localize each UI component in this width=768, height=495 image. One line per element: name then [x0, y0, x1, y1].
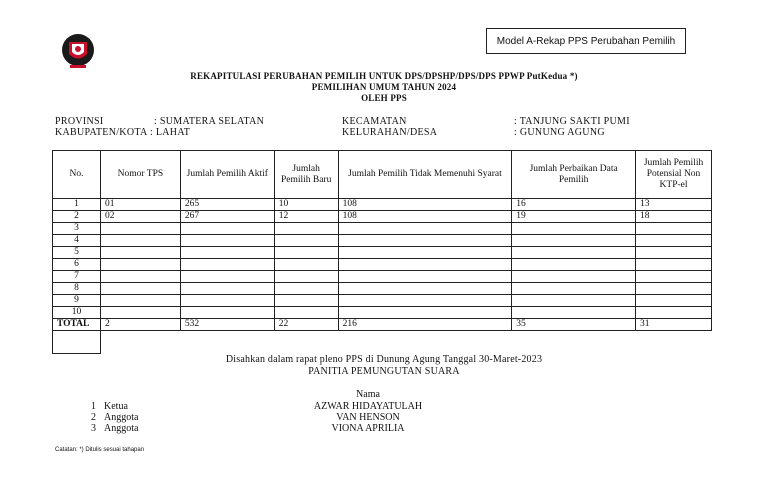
header-potensial-non-ktp: Jumlah Pemilih Potensial Non KTP-el	[636, 151, 712, 199]
cell-no: 8	[53, 283, 101, 295]
cell-tms	[338, 259, 512, 271]
ratification-text: Disahkan dalam rapat pleno PPS di Dunung Agung Tanggal 30-Maret-2023	[225, 354, 543, 365]
cell-perbaikan	[512, 247, 636, 259]
cell-perbaikan	[512, 283, 636, 295]
total-non-ktp: 31	[636, 319, 712, 331]
table-row	[53, 223, 712, 235]
provinsi-value: : SUMATERA SELATAN	[154, 116, 265, 127]
cell-tps	[100, 235, 180, 247]
total-aktif: 532	[180, 319, 274, 331]
cell-aktif	[180, 295, 274, 307]
cell-aktif: 265	[180, 199, 274, 211]
table-row	[53, 307, 712, 319]
total-tps: 2	[100, 319, 180, 331]
kabupaten-value: : LAHAT	[150, 127, 191, 138]
model-label: Model A-Rekap PPS Perubahan Pemilih	[496, 35, 676, 47]
kecamatan-value: : TANJUNG SAKTI PUMI	[514, 116, 630, 127]
cell-tms	[338, 247, 512, 259]
header-pemilih-baru: Jumlah Pemilih Baru	[274, 151, 338, 199]
cell-no: 9	[53, 295, 101, 307]
cell-baru	[274, 235, 338, 247]
cell-tps	[100, 307, 180, 319]
cell-aktif: 267	[180, 211, 274, 223]
header-tidak-memenuhi-syarat: Jumlah Pemilih Tidak Memenuhi Syarat	[338, 151, 512, 199]
kabupaten-label: KABUPATEN/KOTA	[55, 127, 148, 138]
cell-no: 10	[53, 307, 101, 319]
kpu-logo	[60, 32, 96, 72]
cell-non-ktp	[636, 271, 712, 283]
cell-tps	[100, 271, 180, 283]
signatory-number: 1	[91, 401, 96, 412]
total-label: TOTAL	[53, 319, 101, 331]
cell-tms	[338, 307, 512, 319]
signatory-role: Anggota	[104, 423, 139, 434]
table-row	[53, 199, 712, 211]
cell-tps: 01	[100, 199, 180, 211]
kelurahan-label: KELURAHAN/DESA	[342, 127, 438, 138]
cell-no: 3	[53, 223, 101, 235]
header-nomor-tps: Nomor TPS	[100, 151, 180, 199]
signatory-name: VAN HENSON	[336, 412, 400, 423]
table-row	[53, 235, 712, 247]
cell-perbaikan: 16	[512, 199, 636, 211]
cell-tps	[100, 223, 180, 235]
cell-baru: 12	[274, 211, 338, 223]
doc-title-line2: PEMILIHAN UMUM TAHUN 2024	[311, 82, 457, 92]
cell-non-ktp	[636, 295, 712, 307]
table-row	[53, 283, 712, 295]
cell-baru: 10	[274, 199, 338, 211]
cell-non-ktp	[636, 247, 712, 259]
table-header-row	[53, 151, 712, 199]
names-header: Nama	[356, 389, 380, 400]
cell-aktif	[180, 235, 274, 247]
cell-no: 4	[53, 235, 101, 247]
cell-tps	[100, 259, 180, 271]
doc-title-line1: REKAPITULASI PERUBAHAN PEMILIH UNTUK DPS/DPSHP/DPS/DPS PPWP PutKedua *)	[190, 71, 578, 81]
kelurahan-value: : GUNUNG AGUNG	[514, 127, 605, 138]
header-no: No.	[53, 151, 101, 199]
cell-baru	[274, 223, 338, 235]
signatory-name: VIONA APRILIA	[331, 423, 405, 434]
cell-tms: 108	[338, 199, 512, 211]
table-total-row	[53, 319, 712, 331]
cell-tps: 02	[100, 211, 180, 223]
cell-aktif	[180, 223, 274, 235]
cell-non-ktp	[636, 259, 712, 271]
cell-aktif	[180, 259, 274, 271]
table-row	[53, 295, 712, 307]
cell-tms	[338, 235, 512, 247]
cell-baru	[274, 259, 338, 271]
table-row	[53, 271, 712, 283]
total-baru: 22	[274, 319, 338, 331]
model-label-box	[486, 28, 686, 54]
cell-tps	[100, 295, 180, 307]
signatory-number: 3	[91, 423, 96, 434]
cell-non-ktp	[636, 223, 712, 235]
cell-perbaikan	[512, 271, 636, 283]
signatory-name: AZWAR HIDAYATULAH	[313, 401, 423, 412]
footnote: Catatan: *) Ditulis sesuai tahapan	[55, 447, 145, 453]
cell-perbaikan: 19	[512, 211, 636, 223]
cell-tms	[338, 271, 512, 283]
cell-non-ktp: 13	[636, 199, 712, 211]
cell-perbaikan	[512, 295, 636, 307]
cell-non-ktp	[636, 235, 712, 247]
cell-non-ktp	[636, 283, 712, 295]
cell-no: 5	[53, 247, 101, 259]
signatory-role: Ketua	[104, 401, 128, 412]
doc-title-line3: OLEH PPS	[361, 93, 407, 103]
cell-non-ktp	[636, 307, 712, 319]
cell-tms: 108	[338, 211, 512, 223]
cell-tps	[100, 283, 180, 295]
cell-non-ktp: 18	[636, 211, 712, 223]
total-perbaikan: 35	[512, 319, 636, 331]
table-row	[53, 211, 712, 223]
cell-tms	[338, 283, 512, 295]
signatory-role: Anggota	[104, 412, 139, 423]
cell-aktif	[180, 307, 274, 319]
table-row	[53, 247, 712, 259]
cell-no: 6	[53, 259, 101, 271]
cell-perbaikan	[512, 223, 636, 235]
cell-baru	[274, 307, 338, 319]
provinsi-label: PROVINSI	[55, 116, 104, 127]
header-perbaikan-data: Jumlah Perbaikan Data Pemilih	[512, 151, 636, 199]
rekap-table	[52, 150, 712, 331]
cell-perbaikan	[512, 259, 636, 271]
cell-no: 1	[53, 199, 101, 211]
cell-baru	[274, 283, 338, 295]
cell-perbaikan	[512, 307, 636, 319]
cell-baru	[274, 247, 338, 259]
header-pemilih-aktif: Jumlah Pemilih Aktif	[180, 151, 274, 199]
cell-aktif	[180, 271, 274, 283]
committee-title: PANITIA PEMUNGUTAN SUARA	[308, 366, 460, 377]
cell-baru	[274, 295, 338, 307]
cell-tps	[100, 247, 180, 259]
kecamatan-label: KECAMATAN	[342, 116, 407, 127]
cell-perbaikan	[512, 235, 636, 247]
cell-no: 2	[53, 211, 101, 223]
signatory-number: 2	[91, 412, 96, 423]
table-empty-extension	[52, 330, 101, 354]
table-row	[53, 259, 712, 271]
cell-tms	[338, 223, 512, 235]
cell-aktif	[180, 283, 274, 295]
total-tms: 216	[338, 319, 512, 331]
cell-tms	[338, 295, 512, 307]
cell-baru	[274, 271, 338, 283]
cell-aktif	[180, 247, 274, 259]
cell-no: 7	[53, 271, 101, 283]
